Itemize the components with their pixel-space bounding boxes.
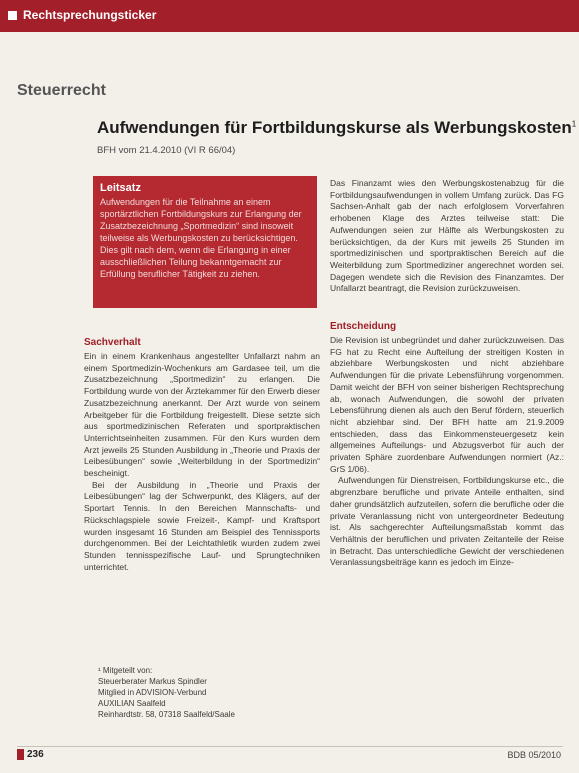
left-column (84, 337, 320, 573)
entscheidung-paragraph: Aufwendungen für Dienstreisen, Fortbildungskurse etc., die abgrenzbare berufliche und private Anteile enthalten, sind daher grundsätzlich aufzuteilen, sofern die berufliche oder die private Veranlassung nicht von untergeordneter Bedeutung ist. Als sachgerechter Aufteilungsmaßstab kommt das Verhältnis der beruflichen und privaten Zeitanteile der Reise in Betracht. Das unterschiedliche Gewicht der verschiedenen Veranlassungsbeiträge kann es jedoch im Einze- (330, 475, 564, 568)
section-label: Rechtsprechungsticker (23, 8, 157, 22)
page-marker (17, 749, 24, 760)
issue-label: BDB 05/2010 (507, 750, 561, 760)
article-title-text: Aufwendungen für Fortbildungskurse als Werbungskosten (97, 118, 572, 137)
page-number: 236 (27, 749, 44, 760)
section-title: Steuerrecht (17, 82, 106, 99)
section-square-icon (8, 11, 17, 20)
footnote-mark: 1 (571, 119, 577, 129)
top-bar (0, 0, 579, 32)
sachverhalt-heading: Sachverhalt (84, 337, 141, 348)
entscheidung-paragraph: Die Revision ist unbegründet und daher zurückzuweisen. Das FG hat zu Recht eine Aufteilung der streitigen Kosten in abziehbare Werbungskosten und nicht abziehbare Aufwendungen für die private Lebensführung vorgenommen. Damit weicht der BFH von seiner bisherigen Rechtsprechung ab, wonach Aufwendungen, die sowohl der privaten Lebensführung dienen als auch den Beruf fördern, steuerlich nicht abziehbar sind. Der BFH hatte am 21.9.2009 entschieden, dass das Einkommensteuergesetz kein allgemeines Aufteilungs- und Abzugsverbot für auch der privaten Sphäre zuordenbare Aufwendungen normiert (Az.: GrS 1/06). (330, 335, 564, 474)
footnote (98, 665, 298, 720)
entscheidung-heading: Entscheidung (330, 321, 397, 333)
footnote-line: AUXILIAN Saalfeld (98, 699, 166, 708)
right-column (330, 178, 564, 569)
sachverhalt-paragraph: Bei der Ausbildung in „Theorie und Praxis der Leibesübungen“ lag der Schwerpunkt, des Klägers, auf der Sportart Tennis. In den Bereichen Mannschafts- und Rückschlagspiele sowie Freizeit-, Kampf- und Kraftsport wurden insgesamt 16 Stunden am Beispiel des Tennissports durchgenommen. Bei der Leichtathletik wurden zudem zwei Stunden tennisspezifische Lauf- und Sprungtechniken unterrichtet. (84, 479, 320, 572)
footnote-line: Mitglied in ADVISION-Verbund (98, 688, 207, 697)
footer-rule (17, 746, 563, 747)
leitsatz-text: Aufwendungen für die Teilnahme an einem sportärztlichen Fortbildungskurs zur Erlangung der Zusatzbezeichnung „Sportmedizin“ sind insoweit teilweise als Werbungskosten zu berücksichtigen. Dies gilt nach dem, wenn die Erlangung in einer ausschließlichen Teilung bekanntgemacht zur Erfüllung beruflicher Tätigkeit zu ziehen. (100, 197, 302, 279)
sachverhalt-paragraph: Ein in einem Krankenhaus angestellter Unfallarzt nahm an einem Sportmedizin-Wochenkurs am Gardasee teil, um die Zusatzbezeichnung „Sportmedizin“ zu erlangen. Die Fortbildung wurde von der Ärztekammer für den Erwerb dieser Zusatzbezeichnung anerkannt. Der Arzt wurde von seinem Arbeitgeber für die Fortbildung freigestellt. Diese setzte sich aus sportmedizinischen Referaten und sportpraktischen Unterrichtseinheiten zusammen. Für den Kurs wurden dem Arzt jeweils 25 Stunden Ausbildung in „Theorie und Praxis der Leibesübungen“ sowie „Weiterbildung in der Sportmedizin“ bescheinigt. (84, 351, 320, 479)
leitsatz-heading: Leitsatz (100, 182, 141, 194)
article-title (97, 118, 576, 138)
footnote-line: Reinhardtstr. 58, 07318 Saalfeld/Saale (98, 710, 235, 719)
leitsatz-box (93, 176, 317, 308)
footnote-line: Steuerberater Markus Spindler (98, 677, 207, 686)
right-paragraph: Das Finanzamt wies den Werbungskostenabzug für die Fortbildungsaufwendungen in vollem Umfang zurück. Das FG Sachsen-Anhalt gab der nach erfolglosem Vorverfahren erhobenen Klage des Arztes teilweise statt: Die Aufwendungen seien zur Hälfte als Werbungskosten zu berücksichtigen, da der Kurs mit jeweils 25 Stunden im sportmedizinischen und sportpraktischen Bereich auf die Weiterbildung zum Sportmediziner angerechnet worden sei. Dagegen wendete sich die Revision des Finanzamtes. Der Unfallarzt beantragt, die Revision zurückzuweisen. (330, 178, 564, 294)
article-citation: BFH vom 21.4.2010 (VI R 66/04) (97, 145, 236, 156)
footnote-line: ¹ Mitgeteilt von: (98, 666, 153, 675)
